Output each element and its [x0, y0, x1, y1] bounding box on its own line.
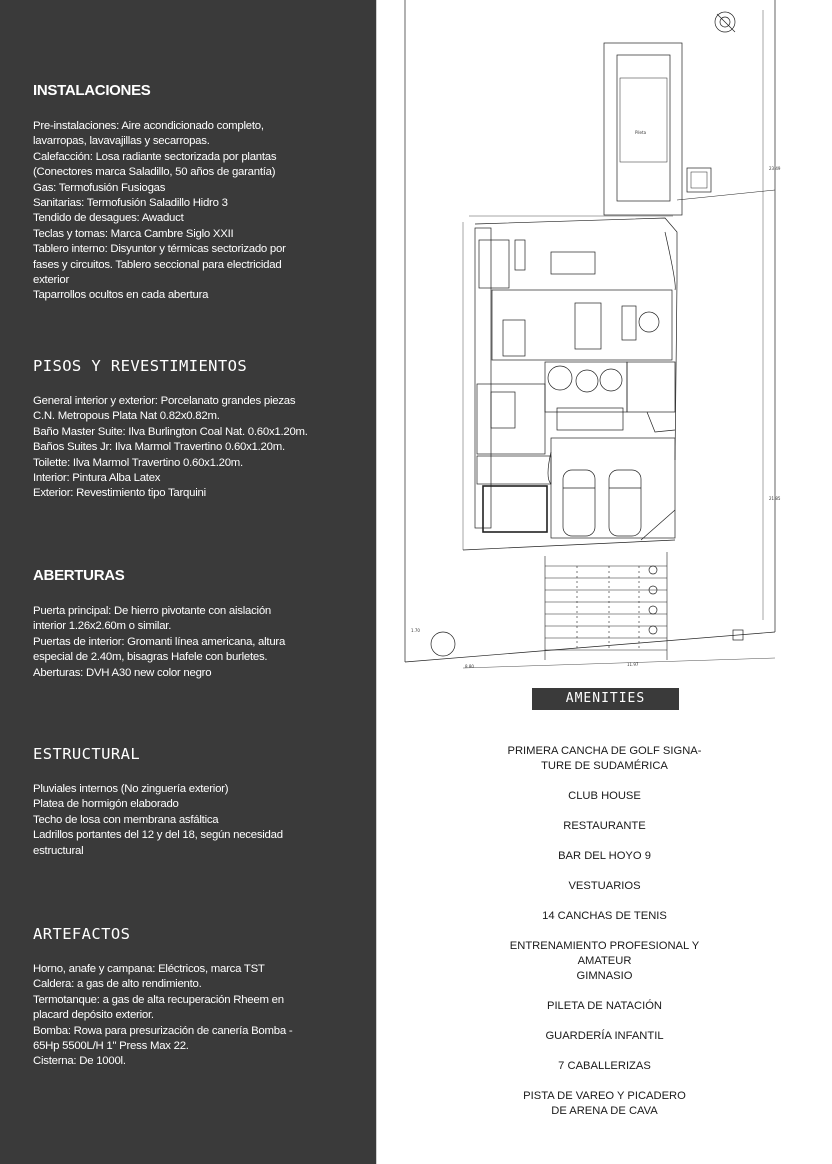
- amenity-item: TURE DE SUDAMÉRICA: [541, 760, 668, 772]
- section-heading: ABERTURAS: [33, 567, 125, 584]
- amenity-item: PILETA DE NATACIÓN: [546, 1000, 662, 1012]
- dimension-label: 21.85: [769, 496, 781, 501]
- house-outline: [475, 218, 677, 460]
- amenity-item: RESTAURANTE: [563, 820, 646, 832]
- lot-line-bottom: [405, 632, 775, 662]
- plan-and-amenities: [377, 0, 832, 1164]
- spec-line: Platea de hormigón elaborado: [33, 798, 179, 811]
- spec-line: Horno, anafe y campana: Eléctricos, marca TST: [33, 963, 265, 975]
- spec-line: Calefacción: Losa radiante sectorizada por plantas: [33, 150, 277, 163]
- spec-line: Tendido de desagues: Awaduct: [33, 212, 184, 225]
- spec-line: Termotanque: a gas de alta recuperación Rheem en: [33, 993, 284, 1006]
- section-heading: PISOS Y REVESTIMIENTOS: [33, 357, 248, 375]
- spec-line: Exterior: Revestimiento tipo Tarquini: [33, 487, 206, 500]
- spec-line: 65Hp 5500L/H 1" Press Max 22.: [33, 1040, 189, 1053]
- amenity-item: 7 CABALLERIZAS: [558, 1060, 651, 1072]
- dimension-label: 23.49: [769, 166, 781, 171]
- amenities-title: AMENITIES: [532, 688, 679, 710]
- amenity-item: ENTRENAMIENTO PROFESIONAL Y: [509, 940, 700, 952]
- amenity-item: GUARDERÍA INFANTIL: [545, 1030, 664, 1042]
- spec-line: Gas: Termofusión Fusiogas: [33, 181, 166, 194]
- spec-line: Cisterna: De 1000l.: [33, 1055, 126, 1068]
- spec-line: estructural: [33, 844, 84, 857]
- section-instalaciones: [33, 82, 348, 304]
- section-heading: ARTEFACTOS: [33, 925, 131, 943]
- section-artefactos: [33, 925, 348, 1070]
- amenity-item: DE ARENA DE CAVA: [551, 1105, 658, 1117]
- spec-line: lavarropas, lavavajillas y secarropas.: [33, 135, 210, 148]
- section-heading: ESTRUCTURAL: [33, 745, 141, 763]
- spec-line: fases y circuitos. Tablero seccional para electricidad: [33, 258, 282, 271]
- section-aberturas: [33, 567, 348, 681]
- amenity-item: PRIMERA CANCHA DE GOLF SIGNA-: [507, 745, 702, 757]
- spec-line: placard depósito exterior.: [33, 1009, 154, 1022]
- spec-line: Ladrillos portantes del 12 y del 18, según necesidad: [33, 829, 283, 842]
- car-left: [563, 470, 595, 536]
- section-estructural: [33, 745, 348, 859]
- amenities-list: [502, 744, 707, 1119]
- amenity-item: BAR DEL HOYO 9: [558, 850, 651, 862]
- pool-label: Pileta: [635, 130, 647, 135]
- dimension-label: 11.97: [627, 662, 639, 667]
- amenity-item: GIMNASIO: [576, 970, 633, 982]
- spec-line: (Conectores marca Saladillo, 50 años de garantía): [33, 166, 276, 179]
- spec-line: Aberturas: DVH A30 new color negro: [33, 666, 212, 679]
- section-heading: INSTALACIONES: [33, 82, 151, 99]
- floor-plan: [377, 0, 832, 680]
- spec-line: Puertas de interior: Gromanti línea americana, altura: [33, 635, 286, 648]
- spec-line: especial de 2.40m, bisagras Hafele con burletes.: [33, 651, 268, 664]
- spec-line: Techo de losa con membrana asfáltica: [33, 813, 219, 826]
- spec-line: Baño Master Suite: Ilva Burlington Coal Nat. 0.60x1.20m.: [33, 425, 308, 438]
- spec-line: Tablero interno: Disyuntor y térmicas sectorizado por: [33, 243, 286, 256]
- spec-line: Baños Suites Jr: Ilva Marmol Travertino 0.60x1.20m.: [33, 441, 285, 454]
- spec-line: Taparrollos ocultos en cada abertura: [33, 289, 209, 302]
- spec-line: Interior: Pintura Alba Latex: [33, 472, 161, 485]
- amenity-item: PISTA DE VAREO Y PICADERO: [523, 1090, 686, 1102]
- spec-line: General interior y exterior: Porcelanato grandes piezas: [33, 395, 296, 407]
- spec-line: Caldera: a gas de alto rendimiento.: [33, 978, 202, 991]
- spec-line: Sanitarias: Termofusión Saladillo Hidro 3: [33, 197, 228, 210]
- spec-line: interior 1.26x2.60m o similar.: [33, 620, 172, 633]
- dimension-label: 1.70: [411, 628, 420, 633]
- amenity-item: 14 CANCHAS DE TENIS: [542, 910, 667, 922]
- spec-line: Pluviales internos (No zinguería exterior): [33, 783, 229, 795]
- dimension-label: 8.80: [465, 664, 474, 669]
- section-pisos: [33, 357, 348, 502]
- spec-line: Pre-instalaciones: Aire acondicionado completo,: [33, 120, 264, 132]
- spec-line: Teclas y tomas: Marca Cambre Siglo XXII: [33, 227, 234, 240]
- spec-line: exterior: [33, 274, 69, 287]
- car-right: [609, 470, 641, 536]
- spec-line: Toilette: Ilva Marmol Travertino 0.60x1.20m.: [33, 456, 243, 469]
- amenity-item: VESTUARIOS: [568, 880, 641, 892]
- spec-line: Puerta principal: De hierro pivotante con aislación: [33, 605, 271, 617]
- spec-line: Bomba: Rowa para presurización de canería Bomba -: [33, 1024, 293, 1037]
- amenity-item: CLUB HOUSE: [568, 790, 641, 802]
- specs-panel: [0, 0, 376, 1164]
- amenity-item: AMATEUR: [577, 955, 632, 967]
- spec-line: C.N. Metropous Plata Nat 0.82x0.82m.: [33, 410, 220, 423]
